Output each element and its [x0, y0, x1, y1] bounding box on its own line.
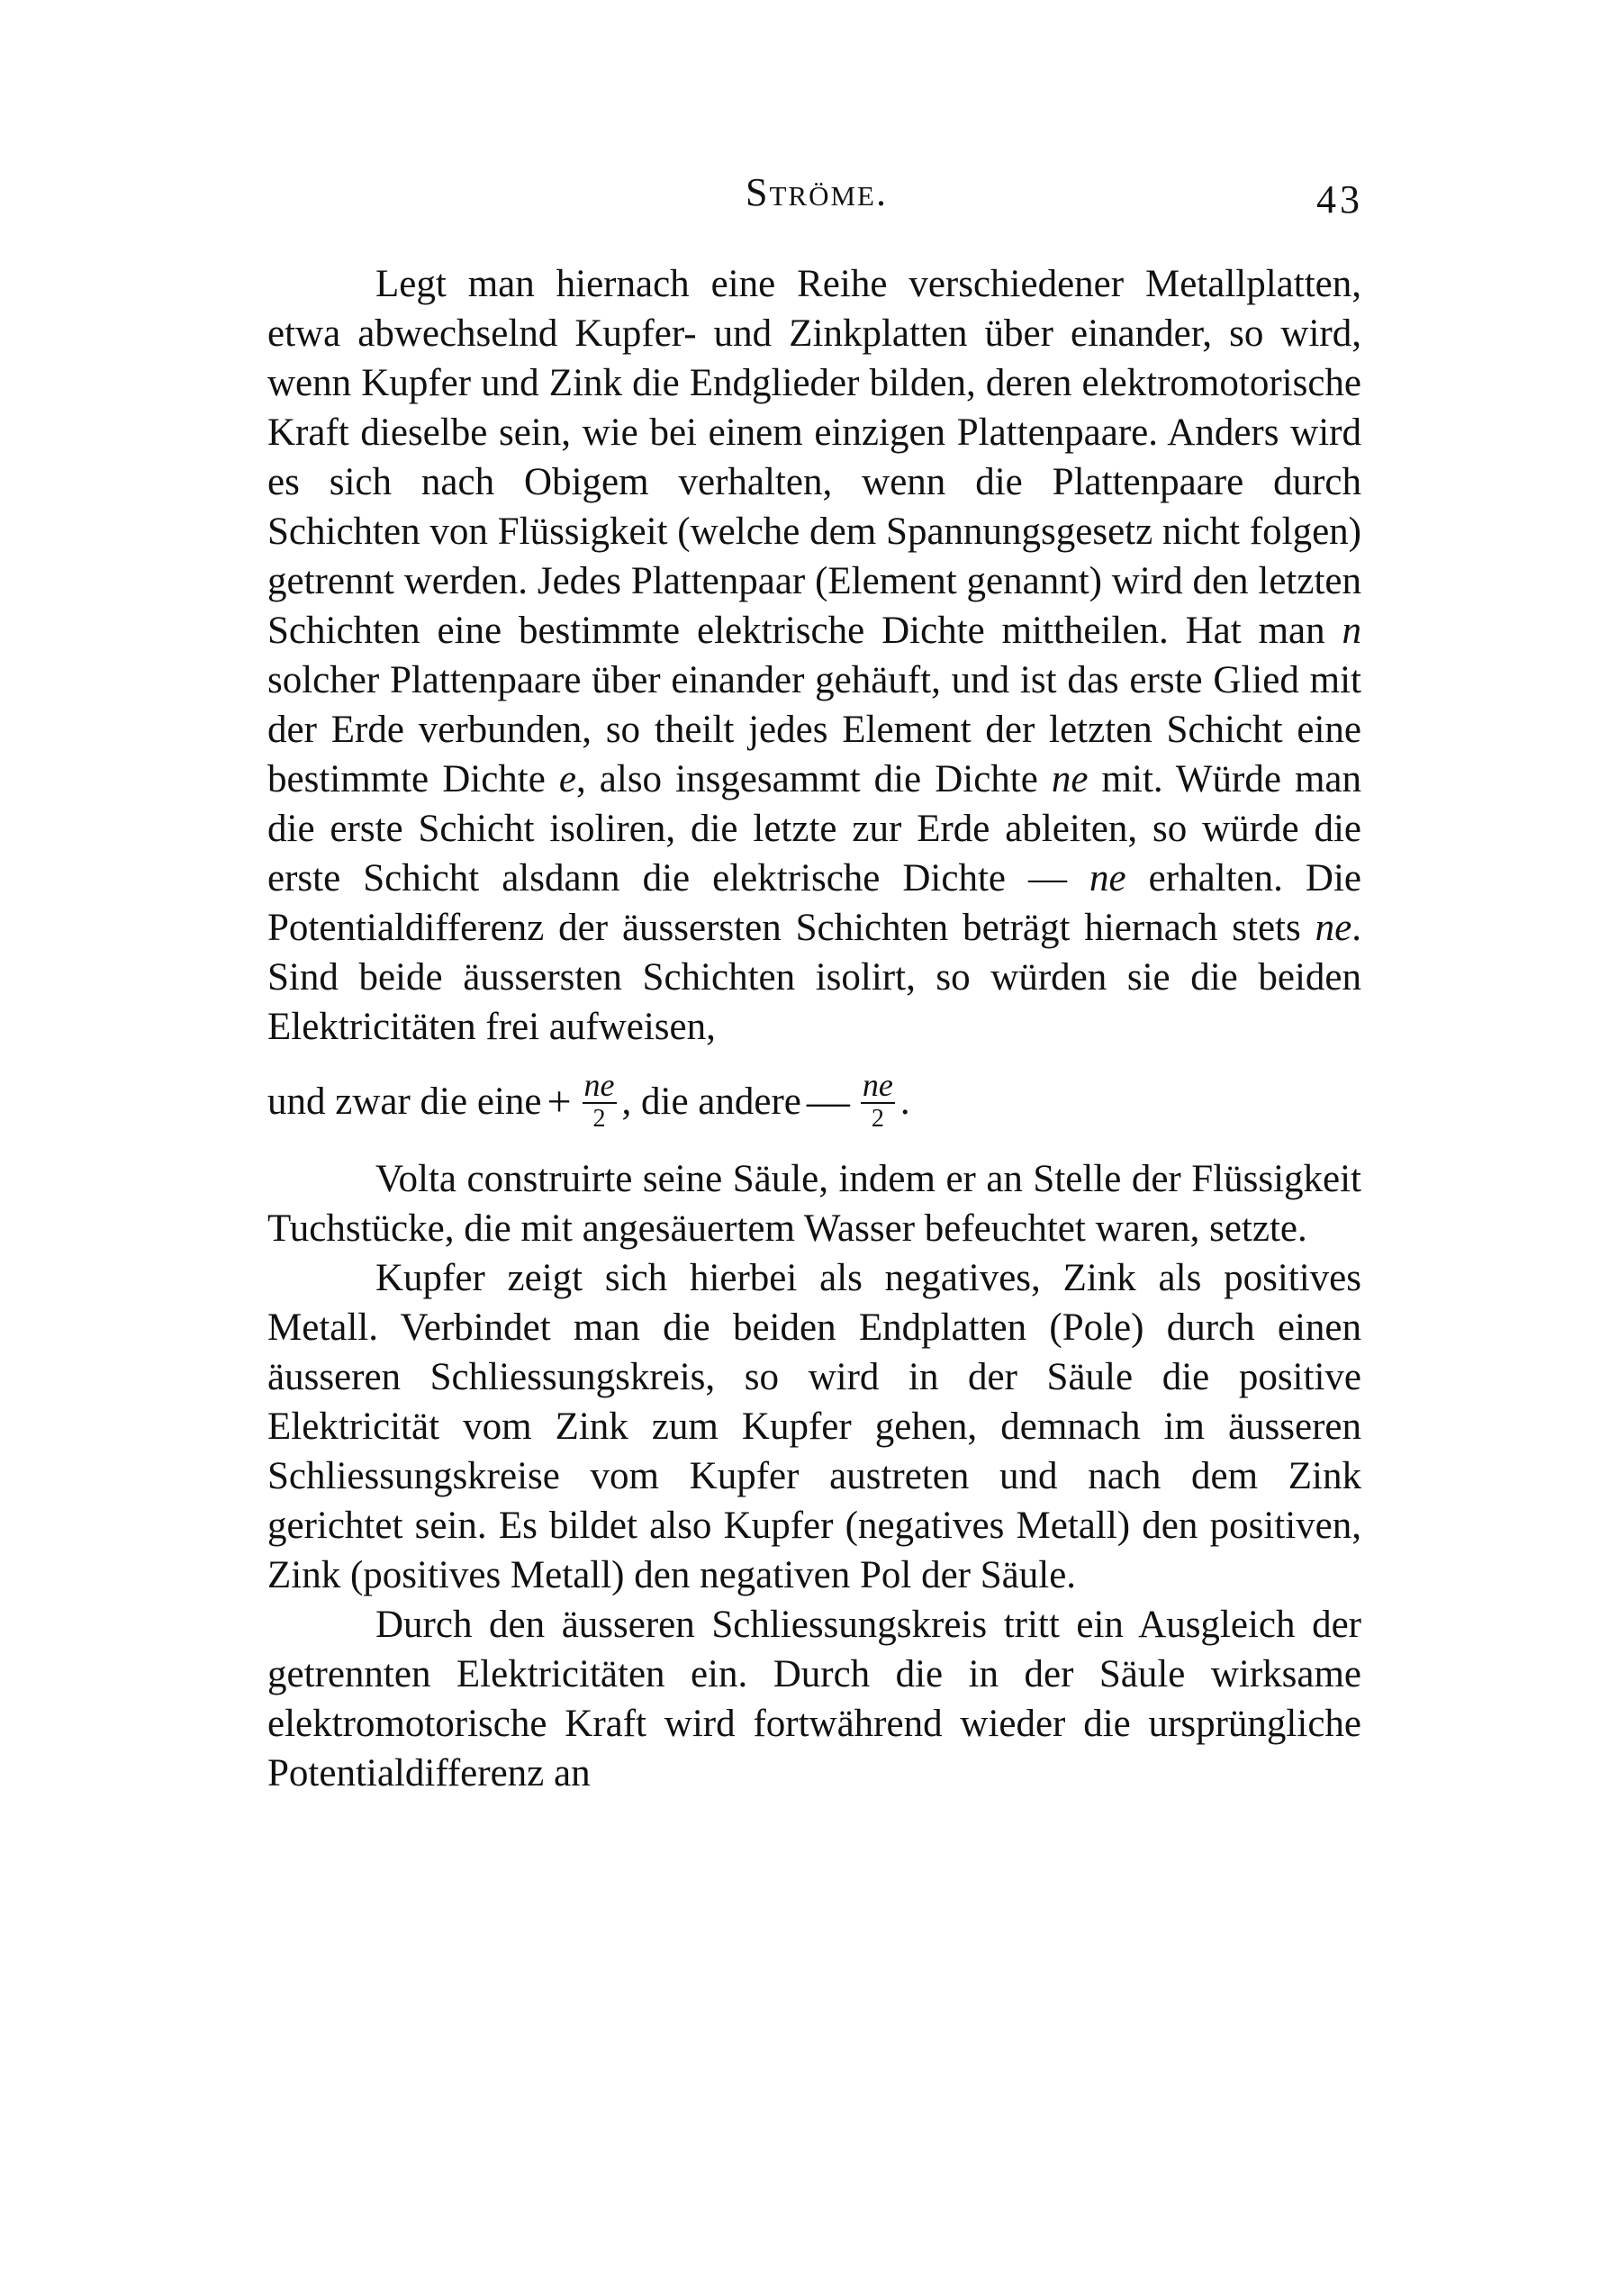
variable-ne: ne	[1315, 907, 1352, 949]
variable-n: n	[1342, 610, 1361, 652]
fraction-line-lead: und zwar die eine	[267, 1080, 542, 1123]
fraction-minus-ne-over-2	[861, 1068, 895, 1134]
paragraph-1-text: erhalten. Die Potentialdifferenz der äussersten Schichten beträgt hiernach stets	[267, 857, 1361, 949]
paragraph-4-text: Durch den äusseren Schliessungskreis tritt ein Ausgleich der getrennten Elektricitäten ein. Durch die in der Säule wirksame elektromotorische Kraft wird fortwährend wieder die ursprüngliche Potentialdifferenz an	[267, 1604, 1361, 1794]
paragraph-3-text: Kupfer zeigt sich hierbei als negatives, Zink als positives Metall. Verbindet man die beiden Endplatten (Pole) durch einen äusseren Schliessungskreis, so wird in der Säule die positive Elektricität vom Zink zum Kupfer gehen, demnach im äusseren Schliessungskreise vom Kupfer austreten und nach dem Zink gerichtet sein. Es bildet also Kupfer (negatives Metall) den positiven, Zink (positives Metall) den negativen Pol der Säule.	[267, 1257, 1361, 1596]
running-head: Ströme.	[746, 170, 888, 214]
variable-e: e	[558, 758, 576, 800]
fraction-plus-ne-over-2	[583, 1068, 617, 1134]
paragraph-4	[267, 1600, 1361, 1798]
paragraph-2	[267, 1154, 1361, 1253]
minus-sign: —	[806, 1077, 850, 1125]
paragraph-1-text: Legt man hiernach eine Reihe verschiedener Metallplatten, etwa abwechselnd Kupfer- und Zinkplatten über einander, so wird, wenn Kupfer und Zink die Endglieder bilden, deren elektromotorische Kraft dieselbe sein, wie bei einem einzigen Plattenpaare. Anders wird es sich nach Obigem verhalten, wenn die Plattenpaare durch Schichten von Flüssigkeit (welche dem Spannungsgesetz nicht folgen) getrennt werden. Jedes Plattenpaar (Element genannt) wird den letzten Schichten eine bestimmte elektrische Dichte mittheilen. Hat man	[267, 263, 1361, 652]
plus-sign: +	[547, 1077, 572, 1125]
paragraph-1	[267, 259, 1361, 1052]
paragraph-1-text: , also insgesammt die Dichte	[575, 758, 1052, 800]
fraction-denominator: 2	[871, 1105, 884, 1133]
body-text	[267, 259, 1361, 1798]
fraction-line-middle: , die andere	[621, 1080, 801, 1123]
fraction-numerator: ne	[583, 1067, 615, 1103]
fraction-line	[267, 1048, 1361, 1154]
paragraph-1-text: . Sind beide äussersten Schichten isolirt, so würden sie die beiden Elektricitäten frei aufweisen,	[267, 907, 1361, 1048]
fraction-numerator: ne	[862, 1067, 893, 1103]
fraction-line-end: .	[899, 1080, 910, 1123]
page-number: 43	[1316, 177, 1363, 221]
paragraph-2-text: Volta construirte seine Säule, indem er an Stelle der Flüssigkeit Tuchstücke, die mit angesäuertem Wasser befeuchtet waren, setzte.	[267, 1158, 1361, 1250]
variable-ne: ne	[1089, 857, 1126, 899]
paragraph-1-text: solcher Plattenpaare über einander gehäuft, und ist das erste Glied mit der Erde verbunden, so theilt jedes Element der letzten Schicht eine bestimmte Dichte	[267, 659, 1361, 800]
paragraph-1-text: mit. Würde man die erste Schicht isoliren, die letzte zur Erde ableiten, so würde die erste Schicht alsdann die elektrische Dichte —	[267, 758, 1362, 899]
fraction-denominator: 2	[592, 1105, 606, 1133]
paragraph-3	[267, 1253, 1361, 1600]
variable-ne: ne	[1051, 758, 1089, 800]
